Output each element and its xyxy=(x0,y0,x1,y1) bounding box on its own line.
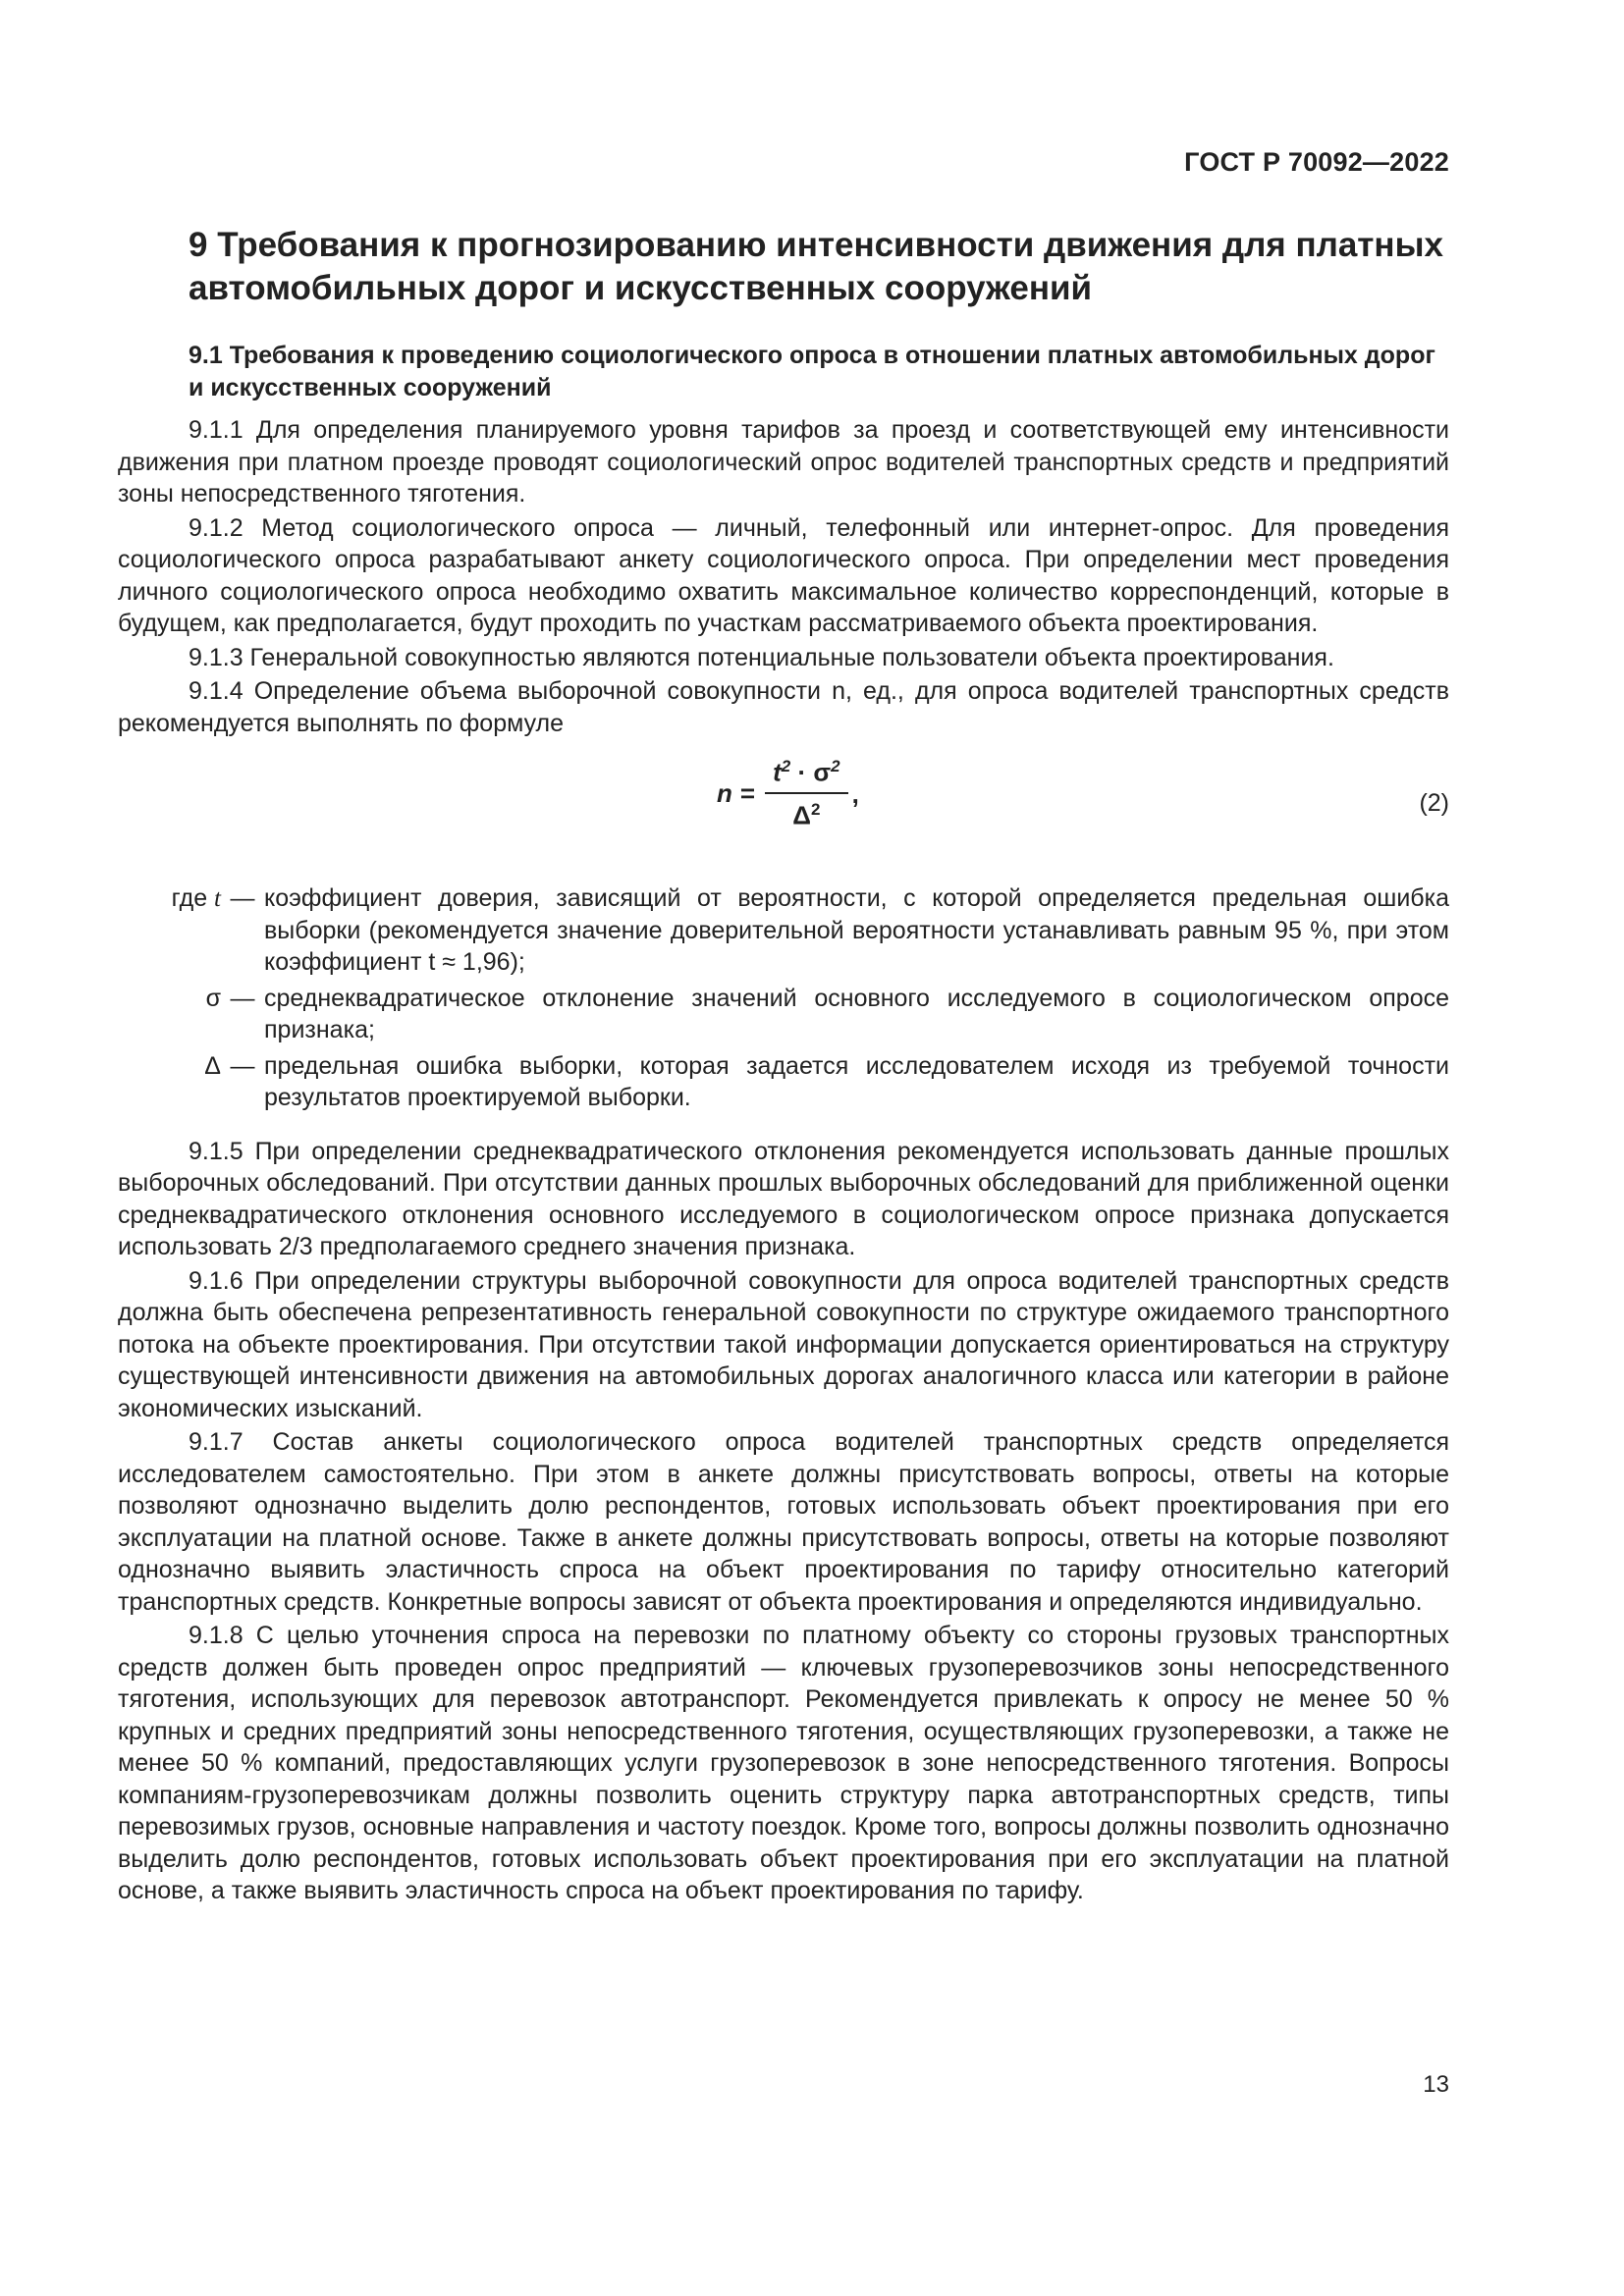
formula-delta-exponent: 2 xyxy=(810,799,821,819)
formula-dot: · xyxy=(797,757,807,787)
paragraph-9-1-2: 9.1.2 Метод социологического опроса — личный, телефонный или интернет-опрос. Для проведения социологического опроса разрабатывают анкету социологического опроса. При определении мест проведения личного социологического опроса необходимо охватить максимальное количество корреспонденций, которые в будущем, как предполагается, будут проходить по участкам рассматриваемого объекта проектирования. xyxy=(118,513,1449,637)
definition-item xyxy=(118,882,1449,979)
paragraph-9-1-1: 9.1.1 Для определения планируемого уровня тарифов за проезд и соответствующей ему интенсивности движения при платном проезде проводят социологический опрос водителей транспортных средств и предприятий зоны непосредственного тяготения. xyxy=(118,416,1449,507)
definition-dash: — xyxy=(230,984,255,1012)
definition-symbol xyxy=(118,983,221,1046)
formula-denominator xyxy=(792,794,820,831)
formula-fraction xyxy=(765,757,848,830)
paragraph-9-1-7: 9.1.7 Состав анкеты социологического опроса водителей транспортных средств определяется исследователем самостоятельно. При этом в анкете должны присутствовать вопросы, ответы на которые позволяют однозначно выделить долю респондентов, готовых использовать объект проектирования при его эксплуатации на платной основе. Также в анкете должны присутствовать вопросы, ответы на которые позволяют однозначно выявить эластичность спроса на объект проектирования по тарифу относительно категорий транспортных средств. Конкретные вопросы зависят от объекта проектирования и определяются индивидуально. xyxy=(118,1428,1449,1616)
formula-comma: , xyxy=(851,779,859,810)
definition-text: среднеквадратическое отклонение значений основного исследуемого в социологическом опросе признака; xyxy=(264,984,1449,1043)
definition-symbol-sigma: σ xyxy=(205,984,221,1012)
page-number: 13 xyxy=(1423,2071,1449,2098)
definition-prefix: где xyxy=(171,884,215,912)
definition-text: коэффициент доверия, зависящий от вероятности, с которой определяется предельная ошибка выборки (рекомендуется значение доверительной вероятности устанавливать равным 95 %, при этом коэффициент t ≈ 1,96); xyxy=(264,884,1449,976)
formula-sigma-exponent: 2 xyxy=(831,757,840,775)
formula-t-exponent: 2 xyxy=(781,757,791,775)
formula-numerator xyxy=(765,757,848,794)
definition-symbol xyxy=(118,882,221,979)
formula-t: t xyxy=(773,757,782,787)
definition-symbol-delta: Δ xyxy=(204,1051,221,1080)
definition-symbol-t: t xyxy=(214,885,221,912)
section-title: 9 Требования к прогнозированию интенсивности движения для платных автомобильных дорог и искусственных сооружений xyxy=(189,226,1443,307)
paragraph-9-1-6: 9.1.6 При определении структуры выборочной совокупности для опроса водителей транспортных средств должна быть обеспечена репрезентативность генеральной совокупности по структуре ожидаемого транспортного потока на объекте проектирования. При отсутствии такой информации допускается ориентироваться на структуру существующей интенсивности движения на автомобильных дорогах аналогичного класса или категории в районе экономических изысканий. xyxy=(118,1266,1449,1422)
definition-item xyxy=(118,1050,1449,1114)
definitions-list xyxy=(118,882,1449,1114)
paragraph-9-1-3: 9.1.3 Генеральной совокупностью являются потенциальные пользователи объекта проектирования. xyxy=(189,643,1334,671)
definition-dash: — xyxy=(230,1051,255,1080)
definition-item xyxy=(118,983,1449,1046)
paragraph-9-1-8: 9.1.8 С целью уточнения спроса на перевозки по платному объекту со стороны грузовых транспортных средств должен быть проведен опрос предприятий — ключевых грузоперевозчиков зоны непосредственного тяготения, использующих для перевозок автотранспорт. Рекомендуется привлекать к опросу не менее 50 % крупных и средних предприятий зоны непосредственного тяготения, осуществляющих грузоперевозки, а также не менее 50 % компаний, предоставляющих услуги грузоперевозок в зоне непосредственного тяготения. Вопросы компаниям-грузоперевозчикам должны позволить оценить структуру парка автотранспортных средств, типы перевозимых грузов, основные направления и частоту поездок. Кроме того, вопросы должны позволить однозначно выделить долю респондентов, готовых использовать объект проектирования при его эксплуатации на платной основе, а также выявить эластичность спроса на объект проектирования по тарифу. xyxy=(118,1622,1449,1904)
formula-number: (2) xyxy=(1419,789,1449,817)
standard-code: ГОСТ Р 70092—2022 xyxy=(1184,147,1449,177)
formula-sigma: σ xyxy=(813,757,832,787)
formula-block xyxy=(118,757,1449,867)
formula-delta: Δ xyxy=(792,800,811,830)
paragraph-9-1-5: 9.1.5 При определении среднеквадратического отклонения рекомендуется использовать данные прошлых выборочных обследований. При отсутствии данных прошлых выборочных обследований для приближенной оценки среднеквадратического отклонения основного исследуемого в социологическом опросе признака допускается использовать 2/3 предполагаемого среднего значения признака. xyxy=(118,1137,1449,1260)
formula-lhs: n xyxy=(717,778,732,809)
definition-text: предельная ошибка выборки, которая задается исследователем исходя из требуемой точности результатов проектируемой выборки. xyxy=(264,1051,1449,1111)
content xyxy=(118,224,1449,1909)
definition-symbol xyxy=(118,1050,221,1114)
formula xyxy=(717,757,859,830)
formula-equals: = xyxy=(739,778,756,809)
definition-dash: — xyxy=(230,884,255,912)
paragraph-9-1-4: 9.1.4 Определение объема выборочной совокупности n, ед., для опроса водителей транспортных средств рекомендуется выполнять по формуле xyxy=(118,677,1449,737)
subsection-title: 9.1 Требования к проведению социологического опроса в отношении платных автомобильных дорог и искусственных сооружений xyxy=(189,342,1435,401)
